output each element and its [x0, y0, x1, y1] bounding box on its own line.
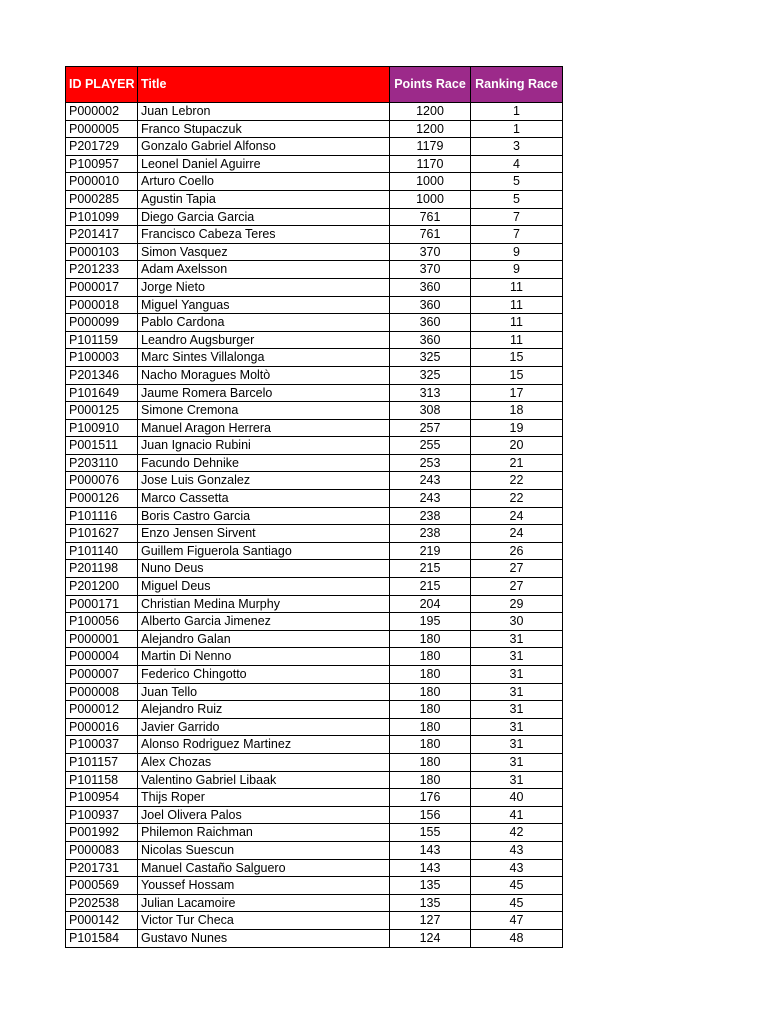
table-row [66, 771, 563, 789]
cell-id-player[interactable]: P100003 [66, 349, 138, 367]
cell-points-race[interactable]: 370 [390, 261, 471, 279]
cell-ranking-race[interactable]: 17 [471, 384, 563, 402]
cell-title[interactable]: Alonso Rodriguez Martinez [138, 736, 390, 754]
cell-ranking-race[interactable]: 31 [471, 753, 563, 771]
table-row [66, 173, 563, 191]
cell-title[interactable]: Nacho Moragues Moltò [138, 366, 390, 384]
cell-title[interactable]: Juan Ignacio Rubini [138, 437, 390, 455]
cell-points-race[interactable]: 127 [390, 912, 471, 930]
cell-ranking-race[interactable]: 5 [471, 173, 563, 191]
cell-points-race[interactable]: 243 [390, 472, 471, 490]
cell-points-race[interactable]: 180 [390, 736, 471, 754]
cell-points-race[interactable]: 1000 [390, 173, 471, 191]
cell-points-race[interactable]: 1179 [390, 138, 471, 156]
cell-title[interactable]: Marc Sintes Villalonga [138, 349, 390, 367]
cell-points-race[interactable]: 124 [390, 929, 471, 947]
cell-title[interactable]: Manuel Castaño Salguero [138, 859, 390, 877]
cell-ranking-race[interactable]: 15 [471, 349, 563, 367]
table-row [66, 578, 563, 596]
table-row [66, 912, 563, 930]
table-row [66, 824, 563, 842]
cell-points-race[interactable]: 761 [390, 226, 471, 244]
table-row [66, 648, 563, 666]
cell-id-player[interactable]: P000012 [66, 701, 138, 719]
table-row [66, 753, 563, 771]
cell-title[interactable]: Miguel Deus [138, 578, 390, 596]
cell-points-race[interactable]: 180 [390, 771, 471, 789]
cell-points-race[interactable]: 257 [390, 419, 471, 437]
cell-id-player[interactable]: P201198 [66, 560, 138, 578]
cell-points-race[interactable]: 238 [390, 525, 471, 543]
table-row [66, 683, 563, 701]
cell-points-race[interactable]: 1000 [390, 190, 471, 208]
cell-points-race[interactable]: 135 [390, 877, 471, 895]
cell-ranking-race[interactable]: 5 [471, 190, 563, 208]
cell-title[interactable]: Boris Castro Garcia [138, 507, 390, 525]
cell-points-race[interactable]: 1200 [390, 103, 471, 121]
table-row [66, 472, 563, 490]
cell-title[interactable]: Jaume Romera Barcelo [138, 384, 390, 402]
cell-points-race[interactable]: 219 [390, 542, 471, 560]
cell-title[interactable]: Miguel Yanguas [138, 296, 390, 314]
cell-ranking-race[interactable]: 31 [471, 701, 563, 719]
table-row [66, 366, 563, 384]
table-row [66, 507, 563, 525]
header-title[interactable]: Title [138, 67, 390, 103]
table-row [66, 929, 563, 947]
cell-id-player[interactable]: P000569 [66, 877, 138, 895]
cell-title[interactable]: Valentino Gabriel Libaak [138, 771, 390, 789]
cell-title[interactable]: Simon Vasquez [138, 243, 390, 261]
table-row [66, 525, 563, 543]
header-points-race[interactable]: Points Race [390, 67, 471, 103]
table-row [66, 155, 563, 173]
cell-title[interactable]: Diego Garcia Garcia [138, 208, 390, 226]
cell-title[interactable]: Simone Cremona [138, 402, 390, 420]
cell-points-race[interactable]: 255 [390, 437, 471, 455]
cell-id-player[interactable]: P100037 [66, 736, 138, 754]
cell-points-race[interactable]: 143 [390, 859, 471, 877]
cell-points-race[interactable]: 143 [390, 841, 471, 859]
cell-points-race[interactable]: 155 [390, 824, 471, 842]
cell-title[interactable]: Franco Stupaczuk [138, 120, 390, 138]
cell-id-player[interactable]: P101140 [66, 542, 138, 560]
table-row [66, 402, 563, 420]
cell-ranking-race[interactable]: 43 [471, 841, 563, 859]
table-row [66, 384, 563, 402]
cell-ranking-race[interactable]: 30 [471, 613, 563, 631]
table-row [66, 349, 563, 367]
cell-ranking-race[interactable]: 48 [471, 929, 563, 947]
cell-id-player[interactable]: P203110 [66, 454, 138, 472]
table-row [66, 261, 563, 279]
cell-points-race[interactable]: 180 [390, 666, 471, 684]
cell-ranking-race[interactable]: 1 [471, 120, 563, 138]
cell-title[interactable]: Nuno Deus [138, 560, 390, 578]
cell-title[interactable]: Juan Lebron [138, 103, 390, 121]
cell-title[interactable]: Leonel Daniel Aguirre [138, 155, 390, 173]
table-row [66, 190, 563, 208]
cell-ranking-race[interactable]: 19 [471, 419, 563, 437]
cell-title[interactable]: Javier Garrido [138, 718, 390, 736]
cell-id-player[interactable]: P000017 [66, 278, 138, 296]
cell-ranking-race[interactable]: 15 [471, 366, 563, 384]
cell-ranking-race[interactable]: 22 [471, 490, 563, 508]
cell-ranking-race[interactable]: 27 [471, 560, 563, 578]
cell-points-race[interactable]: 370 [390, 243, 471, 261]
cell-id-player[interactable]: P000285 [66, 190, 138, 208]
cell-points-race[interactable]: 180 [390, 718, 471, 736]
cell-ranking-race[interactable]: 9 [471, 243, 563, 261]
cell-id-player[interactable]: P000076 [66, 472, 138, 490]
cell-id-player[interactable]: P201346 [66, 366, 138, 384]
cell-id-player[interactable]: P101584 [66, 929, 138, 947]
cell-title[interactable]: Pablo Cardona [138, 314, 390, 332]
table-row [66, 877, 563, 895]
table-body [66, 103, 563, 948]
cell-title[interactable]: Gustavo Nunes [138, 929, 390, 947]
cell-points-race[interactable]: 195 [390, 613, 471, 631]
cell-id-player[interactable]: P100954 [66, 789, 138, 807]
table-row [66, 894, 563, 912]
cell-ranking-race[interactable]: 20 [471, 437, 563, 455]
cell-ranking-race[interactable]: 24 [471, 525, 563, 543]
cell-points-race[interactable]: 360 [390, 331, 471, 349]
cell-id-player[interactable]: P201729 [66, 138, 138, 156]
table-row [66, 138, 563, 156]
cell-ranking-race[interactable]: 43 [471, 859, 563, 877]
cell-ranking-race[interactable]: 31 [471, 666, 563, 684]
cell-points-race[interactable]: 313 [390, 384, 471, 402]
table-row [66, 419, 563, 437]
cell-ranking-race[interactable]: 4 [471, 155, 563, 173]
table-row [66, 120, 563, 138]
cell-title[interactable]: Jose Luis Gonzalez [138, 472, 390, 490]
cell-id-player[interactable]: P000126 [66, 490, 138, 508]
cell-points-race[interactable]: 1200 [390, 120, 471, 138]
cell-id-player[interactable]: P101116 [66, 507, 138, 525]
cell-title[interactable]: Alberto Garcia Jimenez [138, 613, 390, 631]
cell-id-player[interactable]: P100937 [66, 806, 138, 824]
table-row [66, 666, 563, 684]
cell-id-player[interactable]: P000099 [66, 314, 138, 332]
table-row [66, 560, 563, 578]
cell-id-player[interactable]: P001511 [66, 437, 138, 455]
cell-title[interactable]: Federico Chingotto [138, 666, 390, 684]
cell-ranking-race[interactable]: 11 [471, 278, 563, 296]
cell-title[interactable]: Enzo Jensen Sirvent [138, 525, 390, 543]
header-row [66, 67, 563, 103]
table-row [66, 542, 563, 560]
cell-ranking-race[interactable]: 31 [471, 648, 563, 666]
cell-title[interactable]: Julian Lacamoire [138, 894, 390, 912]
cell-points-race[interactable]: 360 [390, 314, 471, 332]
cell-id-player[interactable]: P000142 [66, 912, 138, 930]
cell-points-race[interactable]: 215 [390, 560, 471, 578]
cell-id-player[interactable]: P000008 [66, 683, 138, 701]
cell-title[interactable]: Alejandro Galan [138, 630, 390, 648]
cell-ranking-race[interactable]: 47 [471, 912, 563, 930]
cell-points-race[interactable]: 360 [390, 278, 471, 296]
cell-id-player[interactable]: P101627 [66, 525, 138, 543]
table-row [66, 841, 563, 859]
cell-title[interactable]: Christian Medina Murphy [138, 595, 390, 613]
cell-ranking-race[interactable]: 41 [471, 806, 563, 824]
cell-id-player[interactable]: P101159 [66, 331, 138, 349]
table-row [66, 859, 563, 877]
cell-title[interactable]: Thijs Roper [138, 789, 390, 807]
cell-id-player[interactable]: P000005 [66, 120, 138, 138]
cell-title[interactable]: Marco Cassetta [138, 490, 390, 508]
cell-points-race[interactable]: 1170 [390, 155, 471, 173]
table-row [66, 314, 563, 332]
cell-id-player[interactable]: P000125 [66, 402, 138, 420]
table-row [66, 490, 563, 508]
table-row [66, 208, 563, 226]
cell-points-race[interactable]: 308 [390, 402, 471, 420]
cell-id-player[interactable]: P001992 [66, 824, 138, 842]
cell-id-player[interactable]: P100910 [66, 419, 138, 437]
cell-points-race[interactable]: 180 [390, 753, 471, 771]
table-row [66, 630, 563, 648]
cell-ranking-race[interactable]: 40 [471, 789, 563, 807]
cell-ranking-race[interactable]: 31 [471, 683, 563, 701]
cell-ranking-race[interactable]: 26 [471, 542, 563, 560]
cell-id-player[interactable]: P000004 [66, 648, 138, 666]
cell-points-race[interactable]: 156 [390, 806, 471, 824]
cell-title[interactable]: Philemon Raichman [138, 824, 390, 842]
cell-title[interactable]: Agustin Tapia [138, 190, 390, 208]
cell-points-race[interactable]: 176 [390, 789, 471, 807]
cell-ranking-race[interactable]: 7 [471, 226, 563, 244]
cell-title[interactable]: Nicolas Suescun [138, 841, 390, 859]
cell-points-race[interactable]: 761 [390, 208, 471, 226]
table-row [66, 718, 563, 736]
cell-title[interactable]: Jorge Nieto [138, 278, 390, 296]
table-row [66, 226, 563, 244]
cell-title[interactable]: Alex Chozas [138, 753, 390, 771]
cell-ranking-race[interactable]: 18 [471, 402, 563, 420]
cell-ranking-race[interactable]: 27 [471, 578, 563, 596]
cell-ranking-race[interactable]: 9 [471, 261, 563, 279]
cell-id-player[interactable]: P000002 [66, 103, 138, 121]
cell-title[interactable]: Facundo Dehnike [138, 454, 390, 472]
cell-title[interactable]: Youssef Hossam [138, 877, 390, 895]
cell-title[interactable]: Alejandro Ruiz [138, 701, 390, 719]
cell-ranking-race[interactable]: 24 [471, 507, 563, 525]
cell-points-race[interactable]: 180 [390, 701, 471, 719]
cell-points-race[interactable]: 325 [390, 366, 471, 384]
cell-ranking-race[interactable]: 22 [471, 472, 563, 490]
cell-id-player[interactable]: P000001 [66, 630, 138, 648]
cell-points-race[interactable]: 360 [390, 296, 471, 314]
table-row [66, 243, 563, 261]
header-ranking-race[interactable]: Ranking Race [471, 67, 563, 103]
cell-title[interactable]: Gonzalo Gabriel Alfonso [138, 138, 390, 156]
cell-id-player[interactable]: P000083 [66, 841, 138, 859]
cell-title[interactable]: Adam Axelsson [138, 261, 390, 279]
cell-title[interactable]: Francisco Cabeza Teres [138, 226, 390, 244]
cell-title[interactable]: Guillem Figuerola Santiago [138, 542, 390, 560]
cell-title[interactable]: Victor Tur Checa [138, 912, 390, 930]
table-row [66, 595, 563, 613]
cell-ranking-race[interactable]: 45 [471, 877, 563, 895]
table-row [66, 613, 563, 631]
cell-ranking-race[interactable]: 45 [471, 894, 563, 912]
cell-id-player[interactable]: P201200 [66, 578, 138, 596]
cell-ranking-race[interactable]: 7 [471, 208, 563, 226]
cell-id-player[interactable]: P101158 [66, 771, 138, 789]
cell-ranking-race[interactable]: 31 [471, 630, 563, 648]
header-id-player[interactable]: ID PLAYER [66, 67, 138, 103]
cell-id-player[interactable]: P101099 [66, 208, 138, 226]
ranking-table [65, 66, 563, 948]
cell-title[interactable]: Martin Di Nenno [138, 648, 390, 666]
cell-ranking-race[interactable]: 3 [471, 138, 563, 156]
cell-title[interactable]: Arturo Coello [138, 173, 390, 191]
cell-ranking-race[interactable]: 11 [471, 331, 563, 349]
cell-title[interactable]: Joel Olivera Palos [138, 806, 390, 824]
cell-ranking-race[interactable]: 29 [471, 595, 563, 613]
table-row [66, 296, 563, 314]
table-row [66, 789, 563, 807]
table-row [66, 103, 563, 121]
cell-id-player[interactable]: P100056 [66, 613, 138, 631]
cell-points-race[interactable]: 204 [390, 595, 471, 613]
cell-id-player[interactable]: P202538 [66, 894, 138, 912]
cell-id-player[interactable]: P000018 [66, 296, 138, 314]
cell-id-player[interactable]: P000103 [66, 243, 138, 261]
cell-id-player[interactable]: P000171 [66, 595, 138, 613]
cell-id-player[interactable]: P101157 [66, 753, 138, 771]
cell-points-race[interactable]: 253 [390, 454, 471, 472]
table-row [66, 331, 563, 349]
cell-points-race[interactable]: 180 [390, 648, 471, 666]
table-row [66, 278, 563, 296]
cell-title[interactable]: Juan Tello [138, 683, 390, 701]
cell-id-player[interactable]: P201417 [66, 226, 138, 244]
cell-ranking-race[interactable]: 11 [471, 296, 563, 314]
cell-points-race[interactable]: 238 [390, 507, 471, 525]
cell-ranking-race[interactable]: 31 [471, 718, 563, 736]
cell-ranking-race[interactable]: 31 [471, 771, 563, 789]
cell-points-race[interactable]: 243 [390, 490, 471, 508]
table-row [66, 454, 563, 472]
cell-ranking-race[interactable]: 42 [471, 824, 563, 842]
table-row [66, 736, 563, 754]
cell-ranking-race[interactable]: 31 [471, 736, 563, 754]
cell-id-player[interactable]: P000010 [66, 173, 138, 191]
cell-ranking-race[interactable]: 1 [471, 103, 563, 121]
cell-id-player[interactable]: P000016 [66, 718, 138, 736]
cell-title[interactable]: Manuel Aragon Herrera [138, 419, 390, 437]
cell-id-player[interactable]: P101649 [66, 384, 138, 402]
cell-id-player[interactable]: P100957 [66, 155, 138, 173]
cell-id-player[interactable]: P000007 [66, 666, 138, 684]
cell-points-race[interactable]: 325 [390, 349, 471, 367]
cell-id-player[interactable]: P201731 [66, 859, 138, 877]
cell-ranking-race[interactable]: 11 [471, 314, 563, 332]
cell-id-player[interactable]: P201233 [66, 261, 138, 279]
cell-title[interactable]: Leandro Augsburger [138, 331, 390, 349]
table-row [66, 806, 563, 824]
cell-ranking-race[interactable]: 21 [471, 454, 563, 472]
cell-points-race[interactable]: 180 [390, 630, 471, 648]
table-row [66, 437, 563, 455]
cell-points-race[interactable]: 215 [390, 578, 471, 596]
cell-points-race[interactable]: 135 [390, 894, 471, 912]
table-row [66, 701, 563, 719]
cell-points-race[interactable]: 180 [390, 683, 471, 701]
